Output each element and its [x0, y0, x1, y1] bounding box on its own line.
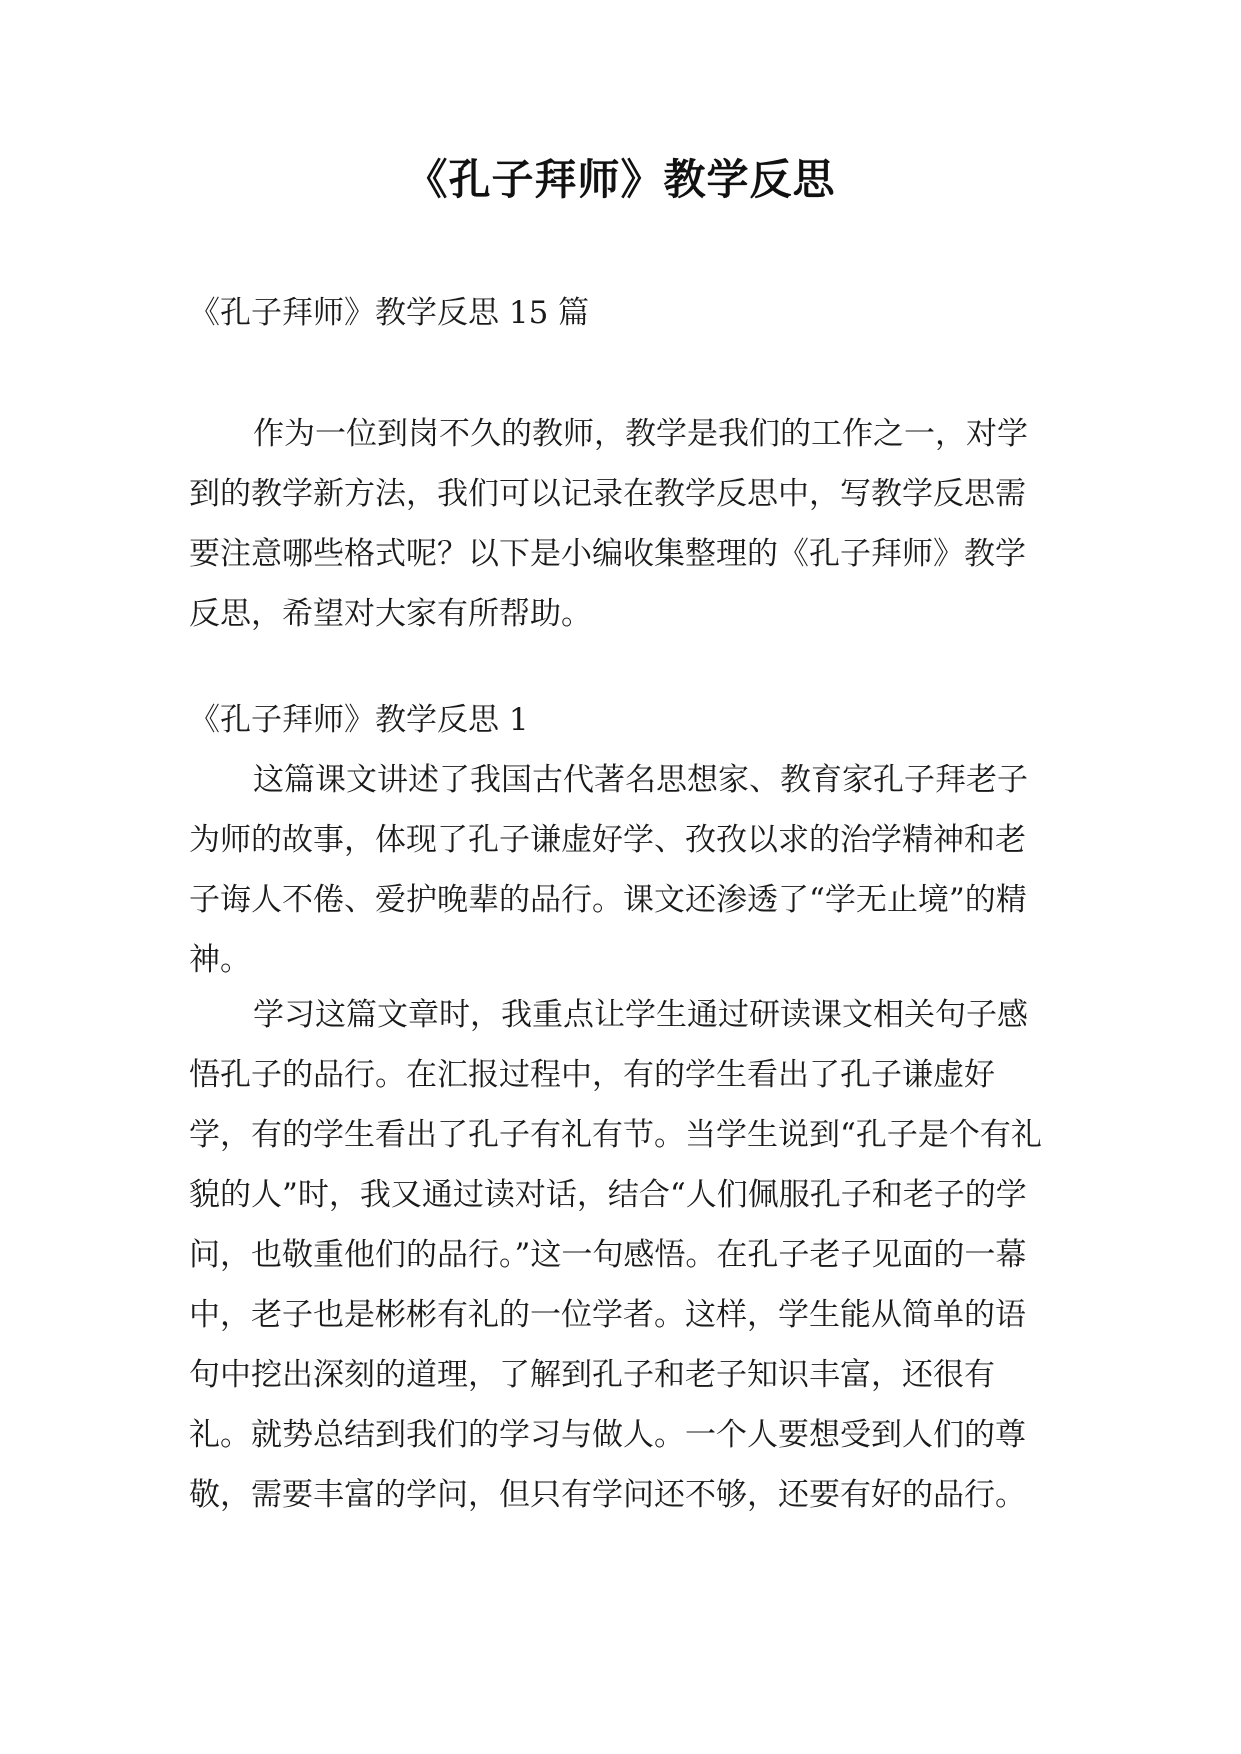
- body-paragraph-2: 学习这篇文章时，我重点让学生通过研读课文相关句子感悟孔子的品行。在汇报过程中，有的学生看出了孔子谦虚好学，有的学生看出了孔子有礼有节。当学生说到“孔子是个有礼貌的人”时，我又通过读对话，结合“人们佩服孔子和老子的学问，也敬重他们的品行。”这一句感悟。在孔子老子见面的一幕中，老子也是彬彬有礼的一位学者。这样，学生能从简单的语句中挖出深刻的道理，了解到孔子和老子知识丰富，还很有礼。就势总结到我们的学习与做人。一个人要想受到人们的尊敬，需要丰富的学问，但只有学问还不够，还要有好的品行。: [189, 997, 1042, 1513]
- document-title: 《孔子拜师》教学反思: [405, 155, 836, 204]
- section-heading: 《孔子拜师》教学反思 1: [189, 702, 529, 738]
- intro-paragraph: 作为一位到岗不久的教师，教学是我们的工作之一，对学到的教学新方法，我们可以记录在教学反思中，写教学反思需要注意哪些格式呢？以下是小编收集整理的《孔子拜师》教学反思，希望对大家有所帮助。: [189, 416, 1028, 632]
- document-subtitle: 《孔子拜师》教学反思 15 篇: [189, 295, 590, 331]
- body-paragraph-1: 这篇课文讲述了我国古代著名思想家、教育家孔子拜老子为师的故事，体现了孔子谦虚好学、孜孜以求的治学精神和老子诲人不倦、爱护晚辈的品行。课文还渗透了“学无止境”的精神。: [189, 762, 1028, 978]
